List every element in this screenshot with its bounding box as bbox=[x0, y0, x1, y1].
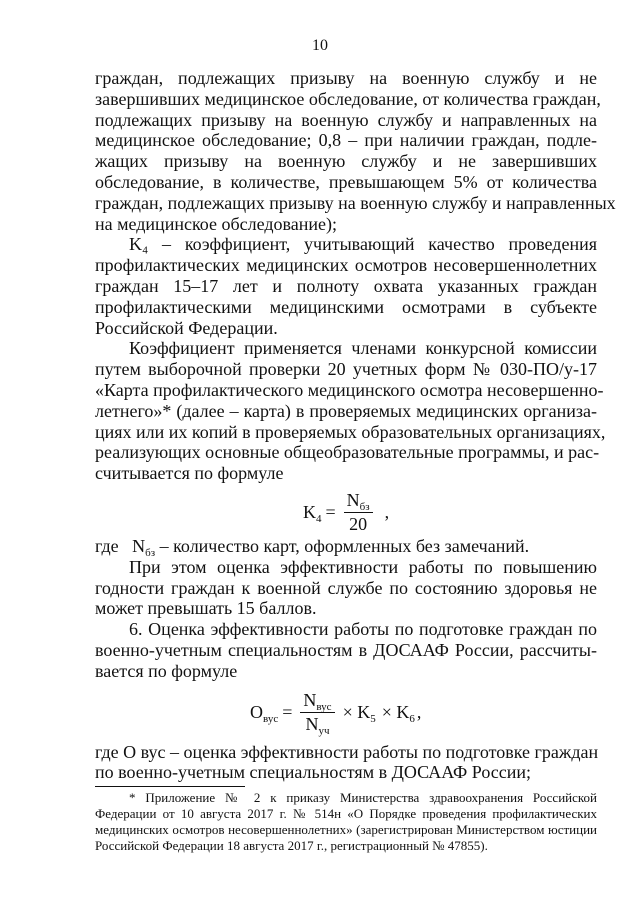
text-line: обследование, в количестве, превышающем 5% от количества bbox=[95, 171, 597, 192]
text-line: реализующих основные общеобразовательные программы, и рас- bbox=[95, 442, 600, 463]
text-line: «Карта профилактического медицинского осмотра несовершенно- bbox=[95, 379, 604, 400]
text-line: где O вус – оценка эффективности работы по подготовке граждан bbox=[95, 741, 599, 762]
text-line: подлежащих призыву на военную службу и направленных на bbox=[95, 109, 597, 130]
text-line: При этом оценка эффективности работы по повышению bbox=[129, 556, 597, 577]
footnote-separator bbox=[95, 786, 245, 787]
text-line: граждан 15–17 лет и полноту охвата указанных граждан bbox=[95, 275, 597, 296]
text-line: военно-учетным специальностям в ДОСААФ России, рассчиты- bbox=[95, 639, 597, 660]
page-number: 10 bbox=[312, 37, 328, 54]
text-line: профилактическими медицинскими осмотрами в субъекте bbox=[95, 296, 597, 317]
text-line: профилактических медицинских осмотров несовершеннолетних bbox=[95, 255, 597, 276]
formula-ovus-expression bbox=[250, 690, 421, 735]
where-definition-1: где $N_{бз}$ – количество карт, оформленных без замечаний. bbox=[95, 535, 530, 559]
equals-sign: = bbox=[325, 501, 336, 522]
formula-tail: , bbox=[384, 501, 390, 522]
formula-lhs: $O_{вус}$ bbox=[250, 701, 279, 725]
text-line: граждан, подлежащих призыву на военную службу и направленных bbox=[95, 192, 616, 213]
text-line: вается по формуле bbox=[95, 660, 238, 681]
paragraph-5 bbox=[95, 619, 597, 681]
text-line: годности граждан к военной службе по состоянию здоровья не bbox=[95, 577, 597, 598]
formula-k4-expression bbox=[303, 490, 389, 535]
text-line: считывается по формуле bbox=[95, 463, 284, 484]
body-text bbox=[95, 68, 616, 783]
text-line: медицинское обследование; 0,8 – при наличии граждан, подле- bbox=[95, 130, 597, 151]
formula-ovus bbox=[95, 682, 597, 742]
formula-tail: , bbox=[416, 701, 422, 722]
paragraph-4 bbox=[95, 557, 597, 619]
multiplier-k6: × $K_6$ bbox=[381, 701, 415, 725]
fraction-numerator: $N_{бз}$ bbox=[344, 490, 373, 513]
paragraph-1 bbox=[95, 68, 616, 234]
fraction-denominator: 20 bbox=[349, 513, 368, 534]
paragraph-3 bbox=[95, 338, 606, 484]
text-line: циях или их копий в проверяемых образовательных организациях, bbox=[95, 421, 606, 442]
text-line: на медицинское обследование); bbox=[95, 213, 338, 234]
formula-lhs: $K_4$ bbox=[303, 501, 322, 525]
fraction bbox=[300, 690, 334, 735]
footnote-line: Федерации от 10 августа 2017 г. № 514н «О Порядке проведения профилактических bbox=[95, 806, 597, 821]
text-line: Коэффициент применяется членами конкурсной комиссии bbox=[129, 338, 597, 359]
text-line: путем выборочной проверки 20 учетных форм № 030-ПО/у-17 bbox=[95, 359, 597, 380]
text-line: граждан, подлежащих призыву на военную службу и не bbox=[95, 68, 597, 88]
where-definition-2 bbox=[95, 742, 597, 784]
fraction bbox=[344, 490, 373, 535]
multiplier-k5: × $K_5$ bbox=[342, 701, 376, 725]
text-line: K₄ – коэффициент, учитывающий качество проведения bbox=[129, 234, 597, 255]
fraction-denominator: $N_{уч}$ bbox=[305, 713, 330, 737]
text-line: по военно-учетным специальностям в ДОСААФ России; bbox=[95, 762, 532, 783]
footnote-line: Российской Федерации 18 августа 2017 г., регистрационный № 47855). bbox=[95, 838, 488, 853]
footnote-line: медицинских осмотров несовершеннолетних» (зарегистрирован Министерством юстиции bbox=[95, 822, 597, 837]
text-line: летнего»* (далее – карта) в проверяемых медицинских организа- bbox=[95, 400, 597, 421]
equals-sign: = bbox=[282, 701, 293, 722]
fraction-numerator: $N_{вус}$ bbox=[300, 690, 334, 713]
text-line: 6. Оценка эффективности работы по подготовке граждан по bbox=[129, 619, 597, 640]
text-line: Российской Федерации. bbox=[95, 317, 278, 338]
text-line: жащих призыву на военную службу и не завершивших bbox=[95, 151, 597, 172]
footnote bbox=[95, 790, 597, 854]
text-line: может превышать 15 баллов. bbox=[95, 598, 317, 619]
text-line: завершивших медицинское обследование, от количества граждан, bbox=[95, 88, 601, 109]
footnote-line: * Приложение № 2 к приказу Министерства здравоохранения Российской bbox=[129, 790, 597, 805]
formula-k4 bbox=[95, 484, 597, 536]
paragraph-2 bbox=[95, 234, 597, 338]
